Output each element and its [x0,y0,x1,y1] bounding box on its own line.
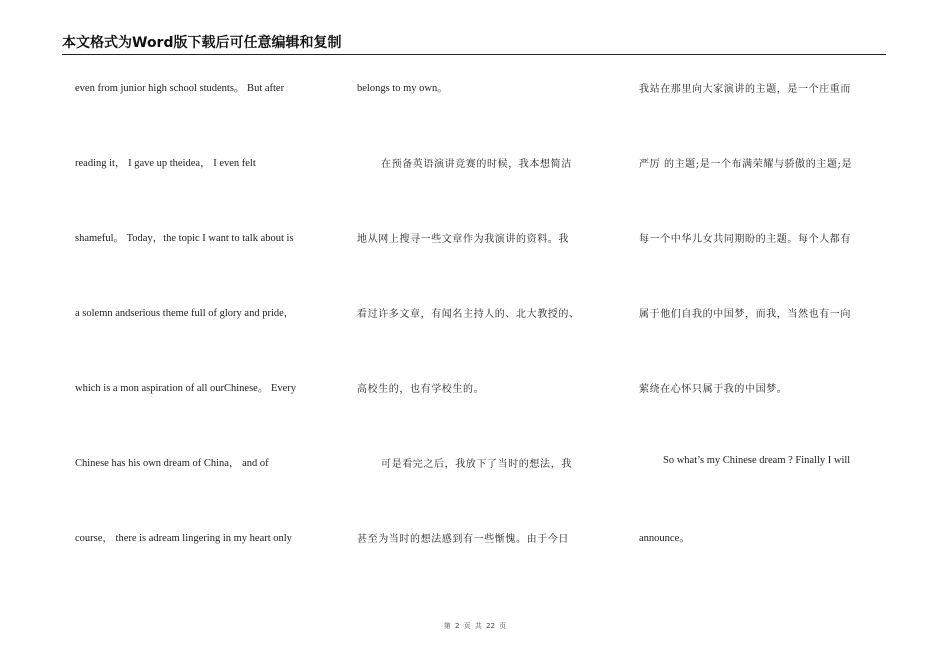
text-line: which is a mon aspiration of all ourChinese。 Every [75,383,297,394]
text-line: So what’s my Chinese dream ? Finally I will [663,455,851,466]
text-line: 严厉 的主题;是一个布满荣耀与骄傲的主题;是 [639,159,853,170]
text-line: 在预备英语演讲竞赛的时候，我本想简洁 [381,159,572,170]
page-number-footer: 第 2 页 共 22 页 [443,622,507,630]
text-line: 每一个中华儿女共同期盼的主题。每个人都有 [639,234,851,245]
text-line: 属于他们自我的中国梦，而我，当然也有一向 [639,309,851,320]
text-line: a solemn andserious theme full of glory and pride， [75,308,295,319]
text-line: 萦绕在心怀只属于我的中国梦。 [639,384,788,395]
document-header-title: 本文格式为Word版下载后可任意编辑和复制 [62,35,342,51]
text-line: 高校生的，也有学校生的。 [357,384,485,395]
text-line: belongs to my own。 [357,83,448,94]
text-line: 甚至为当时的想法感到有一些惭愧。由于今日 [357,534,569,545]
text-line: announce。 [639,533,690,544]
text-line: reading it， I gave up theidea， I even felt [75,158,256,169]
text-line: 看过许多文章，有闻名主持人的、北大教授的、 [357,309,580,320]
text-line: 可是看完之后，我放下了当时的想法，我 [381,459,572,470]
text-line: 地从网上搜寻一些文章作为我演讲的资料。我 [357,234,569,245]
text-line: 我站在那里向大家演讲的主题，是一个庄重而 [639,84,851,95]
text-line: shameful。 Today，the topic I want to talk about is [75,233,294,244]
header-divider [62,54,886,55]
text-line: Chinese has his own dream of China， and of [75,458,269,469]
text-line: course， there is adream lingering in my heart only [75,533,292,544]
text-line: even from junior high school students。 But after [75,83,285,94]
